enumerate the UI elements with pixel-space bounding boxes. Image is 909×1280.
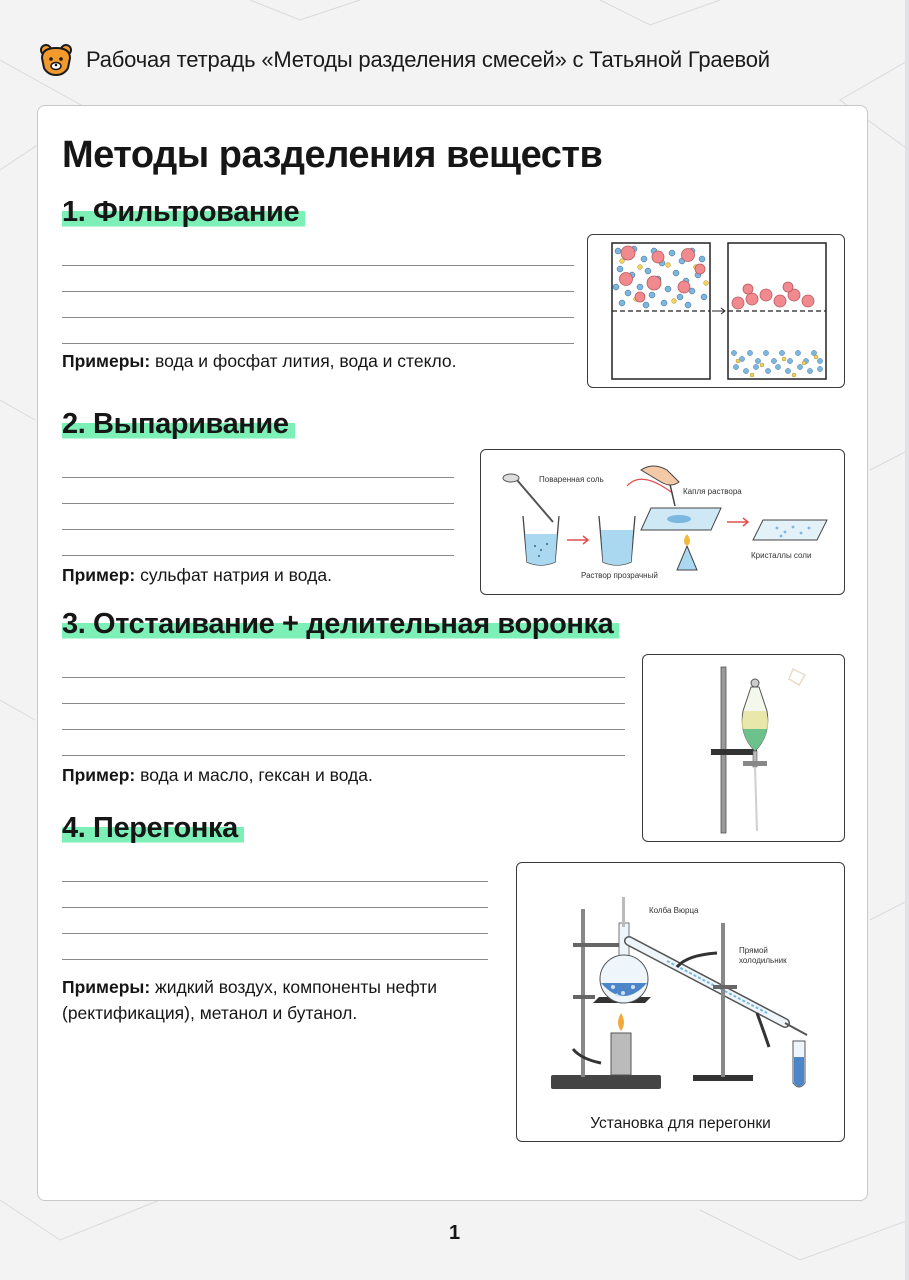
filtration-illustration	[588, 235, 844, 387]
section-1-example	[62, 348, 582, 374]
filtration-figure	[587, 234, 845, 388]
condenser-label-2: холодильник	[739, 956, 787, 965]
evaporation-figure	[480, 449, 845, 595]
page-edge	[905, 0, 909, 1280]
answer-line[interactable]	[62, 704, 625, 730]
salt-label: Поваренная соль	[539, 475, 604, 484]
evaporation-illustration	[481, 450, 844, 594]
answer-line[interactable]	[62, 292, 574, 318]
section-2-example	[62, 562, 462, 588]
answer-line[interactable]	[62, 908, 488, 934]
separatory-funnel-illustration	[643, 655, 844, 841]
section-2-title: 2. Выпаривание	[62, 408, 295, 441]
section-3-answer-lines	[62, 652, 625, 756]
distillation-figure	[516, 862, 845, 1142]
example-label: Примеры:	[62, 351, 151, 371]
section-4-example	[62, 974, 492, 1026]
flask-label: Колба Вюрца	[649, 906, 699, 915]
distillation-illustration	[517, 863, 844, 1103]
header	[38, 40, 770, 80]
answer-line[interactable]	[62, 504, 454, 530]
example-label: Примеры:	[62, 977, 151, 997]
worksheet-page	[37, 105, 868, 1201]
section-4-title: 4. Перегонка	[62, 812, 244, 845]
section-1-answer-lines	[62, 240, 574, 344]
section-3-example	[62, 762, 622, 788]
answer-line[interactable]	[62, 730, 625, 756]
answer-line[interactable]	[62, 240, 574, 266]
header-title: Рабочая тетрадь «Методы разделения смесей» с Татьяной Граевой	[86, 47, 770, 72]
section-3-title: 3. Отстаивание + делительная воронка	[62, 608, 619, 641]
condenser-label-1: Прямой	[739, 946, 768, 955]
example-label: Пример:	[62, 565, 136, 585]
answer-line[interactable]	[62, 882, 488, 908]
answer-line[interactable]	[62, 452, 454, 478]
answer-line[interactable]	[62, 530, 454, 556]
section-2-answer-lines	[62, 452, 454, 556]
separatory-funnel-figure	[642, 654, 845, 842]
answer-line[interactable]	[62, 934, 488, 960]
crystals-label: Кристаллы соли	[751, 551, 812, 560]
example-label: Пример:	[62, 765, 136, 785]
section-4-answer-lines	[62, 856, 488, 960]
clear-solution-label: Раствор прозрачный	[581, 571, 658, 580]
example-text: сульфат натрия и вода.	[135, 565, 332, 585]
example-text: вода и фосфат лития, вода и стекло.	[150, 351, 457, 371]
section-1-title: 1. Фильтрование	[62, 196, 305, 229]
drop-label: Капля раствора	[683, 487, 742, 496]
distillation-caption: Установка для перегонки	[590, 1115, 771, 1132]
answer-line[interactable]	[62, 478, 454, 504]
answer-line[interactable]	[62, 266, 574, 292]
page-title: Методы разделения веществ	[62, 134, 603, 176]
page-number: 1	[448, 1222, 461, 1244]
answer-line[interactable]	[62, 652, 625, 678]
answer-line[interactable]	[62, 318, 574, 344]
answer-line[interactable]	[62, 678, 625, 704]
answer-line[interactable]	[62, 856, 488, 882]
example-text: жидкий воздух, компоненты нефти (ректификация), метанол и бутанол.	[62, 977, 438, 1023]
example-text: вода и масло, гексан и вода.	[135, 765, 373, 785]
bear-logo-icon	[38, 42, 74, 78]
